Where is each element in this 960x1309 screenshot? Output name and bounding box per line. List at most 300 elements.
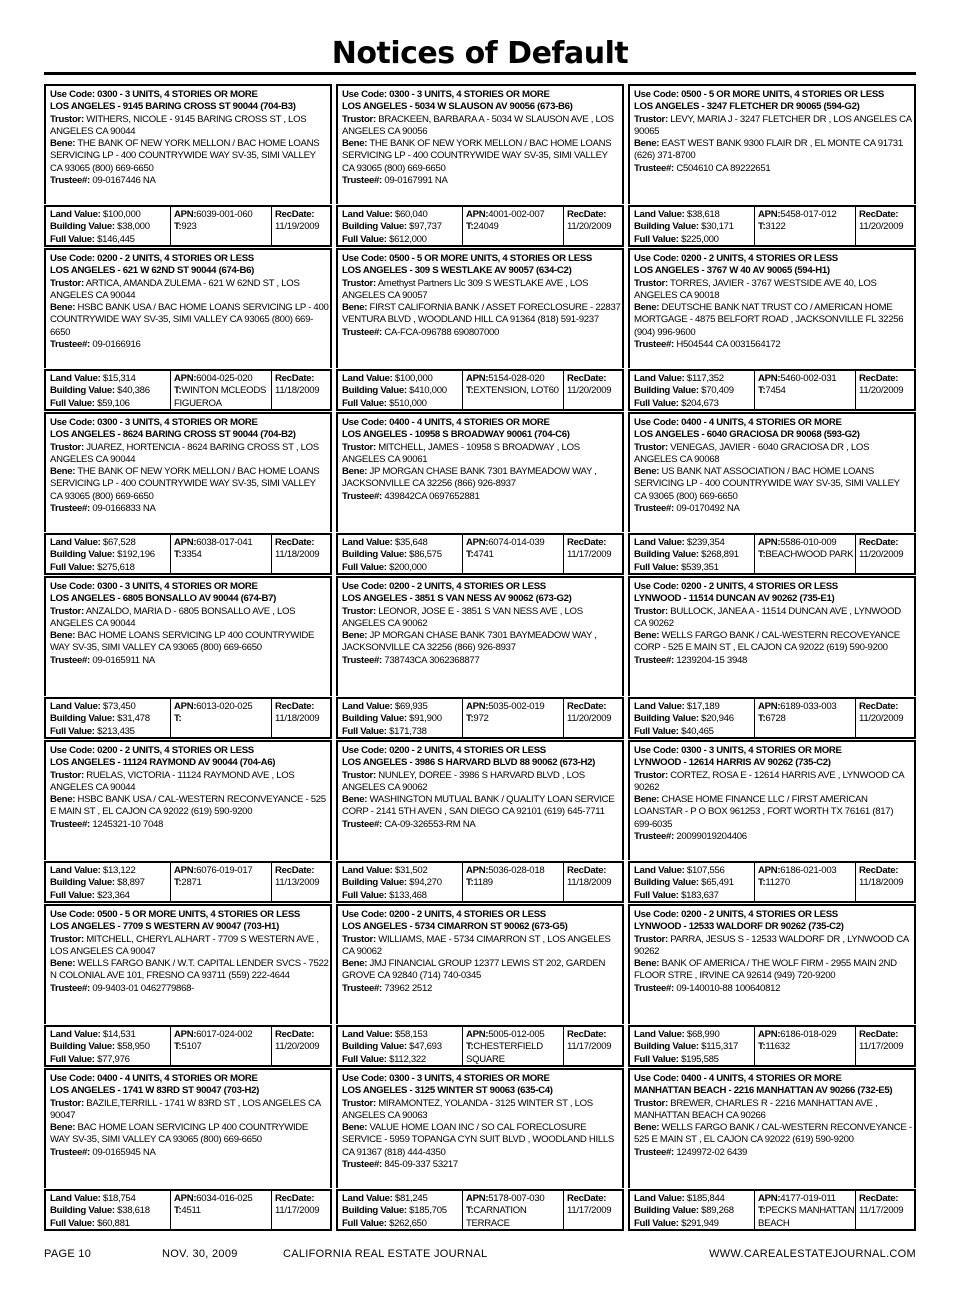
tract-value: CARNATION TERRACE <box>466 1205 527 1229</box>
apn-value: 6074-014-039 <box>488 537 545 548</box>
bene-label: Bene: <box>634 302 660 314</box>
full-value-label: Full Value: <box>50 1053 95 1065</box>
value-table <box>336 533 624 575</box>
building-value: $410,000 <box>409 385 447 397</box>
apn-value: 5154-028-020 <box>488 373 545 384</box>
tract-label: T: <box>758 549 766 561</box>
property-location: LOS ANGELES - 3767 W 40 AV 90065 (594-H1) <box>634 265 830 277</box>
value-cell <box>46 1191 171 1229</box>
notice-body <box>342 1073 621 1171</box>
apn-label: APN: <box>174 209 197 220</box>
trustee-label: Trustee#: <box>634 339 674 351</box>
property-location: LOS ANGELES - 5734 CIMARRON ST 90062 (673-G5) <box>342 921 568 933</box>
value-table <box>336 205 624 247</box>
recdate-value: 11/17/2009 <box>567 549 612 561</box>
trustor-line <box>50 934 329 959</box>
bene-label: Bene: <box>342 466 368 478</box>
building-value-label: Building Value: <box>634 1041 699 1053</box>
trustee-line <box>342 819 621 831</box>
tract-label: T: <box>466 877 474 889</box>
trustor-value: ARTICA, AMANDA ZULEMA - 621 W 62ND ST , LOS ANGELES CA 90044 <box>50 277 300 301</box>
full-value: $213,435 <box>97 725 135 737</box>
value-cell <box>630 371 755 409</box>
apn-label: APN: <box>174 1029 197 1040</box>
recdate-label: RecDate: <box>859 865 899 876</box>
recdate-label: RecDate: <box>859 209 899 220</box>
notice-card <box>628 412 916 576</box>
property-location: LOS ANGELES - 6805 BONSALLO AV 90044 (674-B7) <box>50 593 277 605</box>
full-value-label: Full Value: <box>50 561 95 573</box>
full-value: $133,468 <box>389 889 427 901</box>
trustee-line <box>634 163 913 175</box>
land-value: $58,153 <box>394 1029 428 1040</box>
bene-line <box>50 138 329 175</box>
tract-value: 11270 <box>765 877 790 889</box>
building-value: $192,196 <box>117 549 155 561</box>
apn-cell <box>171 535 272 573</box>
full-value: $183,637 <box>681 889 719 901</box>
tract-value: EXTENSION, LOT60 <box>473 385 559 397</box>
notice-body <box>634 909 913 995</box>
bene-label: Bene: <box>634 138 660 150</box>
value-table <box>44 697 332 739</box>
building-value-label: Building Value: <box>50 1041 115 1053</box>
trustor-value: LEONOR, JOSE E - 3851 S VAN NESS AVE , LOS ANGELES CA 90062 <box>342 605 583 629</box>
recdate-label: RecDate: <box>567 865 607 876</box>
land-value: $100,000 <box>102 209 141 220</box>
building-value-label: Building Value: <box>342 385 407 397</box>
trustor-line <box>342 442 621 467</box>
property-location: LYNWOOD - 12614 HARRIS AV 90262 (735-C2) <box>634 757 831 769</box>
land-value-label: Land Value: <box>50 701 101 712</box>
trustee-label: Trustee#: <box>634 982 674 994</box>
value-table <box>336 861 624 903</box>
bene-line <box>342 794 621 819</box>
trustee-line <box>634 655 913 667</box>
land-value-label: Land Value: <box>50 865 101 876</box>
building-value-label: Building Value: <box>634 713 699 725</box>
trustee-label: Trustee#: <box>634 162 674 174</box>
building-value-label: Building Value: <box>342 877 407 889</box>
notice-card <box>336 412 624 576</box>
value-cell <box>630 1027 755 1065</box>
notice-body <box>342 581 621 667</box>
trustor-label: Trustor: <box>342 441 376 453</box>
trustee-value: CA-FCA-096788 690807000 <box>384 326 500 338</box>
notice-body <box>50 253 329 351</box>
apn-cell <box>463 863 564 901</box>
apn-value: 6076-019-017 <box>196 865 253 876</box>
bene-line <box>634 466 913 503</box>
building-value: $30,171 <box>701 221 734 233</box>
trustor-label: Trustor: <box>342 277 376 289</box>
trustee-label: Trustee#: <box>342 1159 382 1171</box>
apn-cell <box>463 535 564 573</box>
trustor-line <box>634 1098 913 1123</box>
trustor-label: Trustor: <box>634 933 668 945</box>
land-value: $13,122 <box>102 865 136 876</box>
land-value-label: Land Value: <box>342 701 393 712</box>
trustor-label: Trustor: <box>342 113 376 125</box>
trustor-value: PARRA, JESUS S - 12533 WALDORF DR , LYNWOOD CA 90262 <box>634 933 909 957</box>
notice-card <box>628 740 916 904</box>
trustee-label: Trustee#: <box>634 831 674 843</box>
trustee-line <box>634 1147 913 1159</box>
building-value: $115,317 <box>701 1041 739 1053</box>
apn-label: APN: <box>174 865 197 876</box>
building-value: $38,000 <box>117 221 150 233</box>
notice-card <box>44 412 332 576</box>
apn-label: APN: <box>466 701 489 712</box>
notice-body <box>50 581 329 667</box>
property-location: LOS ANGELES - 309 S WESTLAKE AV 90057 (634-C2) <box>342 265 572 277</box>
tract-label: T: <box>758 221 766 233</box>
bene-value: WASHINGTON MUTUAL BANK / QUALITY LOAN SERVICE CORP - 2141 5TH AVEN , SAN DIEGO CA 92101 (619) 645-7711 <box>342 794 615 818</box>
trustor-label: Trustor: <box>50 441 84 453</box>
full-value-label: Full Value: <box>50 889 95 901</box>
notice-card <box>336 84 624 248</box>
land-value: $185,844 <box>686 1193 725 1204</box>
recdate-value: 11/20/2009 <box>859 221 904 233</box>
value-cell <box>338 1191 463 1229</box>
building-value: $38,618 <box>117 1205 150 1217</box>
trustee-value: 09-0166833 NA <box>92 503 156 515</box>
trustor-value: BREWER, CHARLES R - 2216 MANHATTAN AVE , MANHATTAN BEACH CA 90266 <box>634 1097 878 1121</box>
value-table <box>44 1025 332 1067</box>
property-location: LOS ANGELES - 3247 FLETCHER DR 90065 (594-G2) <box>634 101 860 113</box>
building-value-label: Building Value: <box>634 1205 699 1217</box>
trustee-value: 1245321-10 7048 <box>92 818 164 830</box>
recdate-cell <box>564 371 622 409</box>
trustee-line <box>342 327 621 339</box>
trustor-line <box>634 442 913 467</box>
property-location: LOS ANGELES - 8624 BARING CROSS ST 90044 (704-B2) <box>50 429 296 441</box>
bene-label: Bene: <box>342 794 368 806</box>
bene-line <box>50 1122 329 1147</box>
property-location: MANHATTAN BEACH - 2216 MANHATTAN AV 90266 (732-E5) <box>634 1085 893 1097</box>
notice-column <box>336 84 624 1232</box>
trustee-label: Trustee#: <box>634 503 674 515</box>
value-table <box>628 369 916 411</box>
trustor-label: Trustor: <box>50 113 84 125</box>
building-value: $89,268 <box>701 1205 734 1217</box>
tract-label: T: <box>758 713 766 725</box>
trustor-label: Trustor: <box>634 113 668 125</box>
apn-value: 6189-033-003 <box>780 701 837 712</box>
value-table <box>628 861 916 903</box>
land-value: $67,528 <box>102 537 136 548</box>
apn-value: 4001-002-007 <box>488 209 545 220</box>
bene-value: DEUTSCHE BANK NAT TRUST CO / AMERICAN HOME MORTGAGE - 4875 BELFORT ROAD , JACKSONVILLE FL 32256 (904) 996-9600 <box>634 302 904 338</box>
bene-label: Bene: <box>50 466 76 478</box>
value-cell <box>630 207 755 245</box>
land-value: $69,935 <box>394 701 428 712</box>
recdate-label: RecDate: <box>275 1029 315 1040</box>
full-value-label: Full Value: <box>634 233 679 245</box>
value-cell <box>338 863 463 901</box>
apn-value: 5460-002-031 <box>780 373 837 384</box>
tract-value: WINTON MCLEODS FIGUEROA <box>174 385 267 409</box>
use-code: Use Code: 0200 - 2 UNITS, 4 STORIES OR LESS <box>50 745 254 756</box>
trustor-line <box>50 114 329 139</box>
notice-card <box>336 904 624 1068</box>
notice-body <box>342 909 621 995</box>
value-cell <box>338 1027 463 1065</box>
recdate-value: 11/13/2009 <box>275 877 320 889</box>
tract-value: 5107 <box>181 1041 202 1053</box>
bene-label: Bene: <box>50 1122 76 1134</box>
land-value-label: Land Value: <box>342 1193 393 1204</box>
recdate-label: RecDate: <box>567 1193 607 1204</box>
recdate-cell <box>856 535 914 573</box>
bene-line <box>50 630 329 655</box>
use-code: Use Code: 0400 - 4 UNITS, 4 STORIES OR MORE <box>634 417 842 428</box>
land-value-label: Land Value: <box>342 209 393 220</box>
notice-body <box>634 581 913 667</box>
building-value: $40,386 <box>117 385 150 397</box>
land-value: $68,990 <box>686 1029 720 1040</box>
recdate-value: 11/18/2009 <box>859 877 904 889</box>
building-value-label: Building Value: <box>342 1041 407 1053</box>
trustor-line <box>342 1098 621 1123</box>
full-value: $40,465 <box>681 725 714 737</box>
bene-line <box>342 302 621 327</box>
notice-body <box>50 745 329 831</box>
building-value: $58,950 <box>117 1041 150 1053</box>
value-cell <box>338 371 463 409</box>
apn-label: APN: <box>466 865 489 876</box>
trustee-label: Trustee#: <box>342 654 382 666</box>
apn-label: APN: <box>466 537 489 548</box>
recdate-value: 11/17/2009 <box>859 1205 904 1217</box>
notice-card <box>44 248 332 412</box>
notice-body <box>634 745 913 843</box>
land-value-label: Land Value: <box>634 701 685 712</box>
trustor-label: Trustor: <box>342 933 376 945</box>
bene-value: HSBC BANK USA / BAC HOME LOANS SERVICING LP - 400 COUNTRYWIDE WAY SV-35, SIMI VALLEY CA 93065 (800) 669-6650 <box>50 302 329 338</box>
property-location: LOS ANGELES - 3851 S VAN NESS AV 90062 (673-G2) <box>342 593 572 605</box>
full-value-label: Full Value: <box>50 1217 95 1229</box>
full-value-label: Full Value: <box>342 397 387 409</box>
recdate-cell <box>564 1191 622 1229</box>
apn-label: APN: <box>758 209 781 220</box>
land-value-label: Land Value: <box>634 537 685 548</box>
trustor-label: Trustor: <box>50 933 84 945</box>
apn-label: APN: <box>466 1029 489 1040</box>
trustor-value: NUNLEY, DOREE - 3986 S HARVARD BLVD , LOS ANGELES CA 90062 <box>342 769 585 793</box>
bene-value: WELLS FARGO BANK / CAL-WESTERN RECOVEYANCE CORP - 525 E MAIN ST , EL CAJON CA 92022 (619) 590-9200 <box>634 630 900 654</box>
bene-value: FIRST CALIFORNIA BANK / ASSET FORECLOSURE - 22837 VENTURA BLVD , WOODLAND HILL CA 91364 (818) 591-9237 <box>342 302 621 326</box>
value-table <box>44 369 332 411</box>
notice-card <box>44 576 332 740</box>
trustee-line <box>634 339 913 351</box>
bene-line <box>342 1122 621 1159</box>
trustee-label: Trustee#: <box>50 1146 90 1158</box>
tract-value: 2871 <box>181 877 202 889</box>
tract-label: T: <box>758 1205 766 1217</box>
trustor-value: MITCHELL, JAMES - 10958 S BROADWAY , LOS ANGELES CA 90061 <box>342 441 580 465</box>
trustor-value: TORRES, JAVIER - 3767 WESTSIDE AVE 40, LOS ANGELES CA 90018 <box>634 277 877 301</box>
apn-value: 6017-024-002 <box>196 1029 253 1040</box>
notice-body <box>342 89 621 187</box>
building-value: $8,897 <box>117 877 145 889</box>
full-value: $275,618 <box>97 561 135 573</box>
land-value: $81,245 <box>394 1193 428 1204</box>
recdate-value: 11/18/2009 <box>567 877 612 889</box>
trustee-line <box>342 983 621 995</box>
apn-cell <box>755 1027 856 1065</box>
recdate-value: 11/20/2009 <box>567 713 612 725</box>
building-value-label: Building Value: <box>342 1205 407 1217</box>
use-code: Use Code: 0200 - 2 UNITS, 4 STORIES OR LESS <box>342 745 546 756</box>
bene-label: Bene: <box>634 794 660 806</box>
tract-value: 3354 <box>181 549 202 561</box>
full-value: $195,585 <box>681 1053 719 1065</box>
trustor-line <box>342 934 621 959</box>
bene-value: JP MORGAN CHASE BANK 7301 BAYMEADOW WAY , JACKSONVILLE CA 32256 (866) 926-8937 <box>342 630 597 654</box>
apn-label: APN: <box>758 1193 781 1204</box>
apn-label: APN: <box>174 373 197 384</box>
trustee-value: 09-140010-88 100640812 <box>676 982 781 994</box>
notice-body <box>50 89 329 187</box>
notice-card <box>628 576 916 740</box>
notice-body <box>634 1073 913 1159</box>
tract-label: T: <box>174 877 182 889</box>
value-table <box>628 1189 916 1231</box>
title-rule <box>44 72 916 75</box>
publication-name: CALIFORNIA REAL ESTATE JOURNAL <box>283 1248 488 1260</box>
trustor-label: Trustor: <box>50 1097 84 1109</box>
trustee-line <box>50 655 329 667</box>
apn-value: 6034-016-025 <box>196 1193 253 1204</box>
value-cell <box>338 535 463 573</box>
recdate-cell <box>272 207 330 245</box>
page-number: PAGE 10 <box>44 1248 92 1260</box>
apn-value: 5036-028-018 <box>488 865 545 876</box>
apn-cell <box>463 699 564 737</box>
use-code: Use Code: 0500 - 5 OR MORE UNITS, 4 STORIES OR LESS <box>50 909 301 920</box>
notice-card <box>336 740 624 904</box>
trustor-value: BRACKEEN, BARBARA A - 5034 W SLAUSON AVE , LOS ANGELES CA 90056 <box>342 113 614 137</box>
tract-label: T: <box>758 877 766 889</box>
recdate-value: 11/19/2009 <box>275 221 320 233</box>
recdate-cell <box>856 699 914 737</box>
use-code: Use Code: 0200 - 2 UNITS, 4 STORIES OR LESS <box>50 253 254 264</box>
trustee-label: Trustee#: <box>50 982 90 994</box>
tract-value: CHESTERFIELD SQUARE <box>466 1041 543 1065</box>
apn-cell <box>171 371 272 409</box>
tract-label: T: <box>466 713 474 725</box>
apn-cell <box>463 1027 564 1065</box>
apn-label: APN: <box>758 1029 781 1040</box>
notice-card <box>44 740 332 904</box>
tract-label: T: <box>466 221 474 233</box>
trustor-line <box>634 606 913 631</box>
recdate-value: 11/17/2009 <box>567 1205 612 1217</box>
tract-label: T: <box>174 713 182 725</box>
value-table <box>336 697 624 739</box>
recdate-label: RecDate: <box>859 701 899 712</box>
bene-value: VALUE HOME LOAN INC / SO CAL FORECLOSURE SERVICE - 5959 TOPANGA CYN SUIT BLVD , WOODLAND HILLS CA 91367 (818) 444-4350 <box>342 1122 615 1158</box>
notice-body <box>634 417 913 515</box>
bene-line <box>342 958 621 983</box>
trustee-value: 20099019204406 <box>676 831 747 843</box>
value-cell <box>46 1027 171 1065</box>
value-cell <box>46 699 171 737</box>
value-table <box>336 1189 624 1231</box>
recdate-cell <box>856 1191 914 1229</box>
building-value-label: Building Value: <box>634 549 699 561</box>
apn-cell <box>463 1191 564 1229</box>
recdate-label: RecDate: <box>567 537 607 548</box>
recdate-value: 11/18/2009 <box>275 713 320 725</box>
recdate-value: 11/20/2009 <box>859 713 904 725</box>
trustor-line <box>342 770 621 795</box>
bene-value: CHASE HOME FINANCE LLC / FIRST AMERICAN LOANSTAR - P O BOX 961253 , FORT WORTH TX 76161 (817) 699-6035 <box>634 794 894 830</box>
trustor-label: Trustor: <box>342 605 376 617</box>
apn-value: 5586-010-009 <box>780 537 837 548</box>
apn-cell <box>463 371 564 409</box>
apn-cell <box>463 207 564 245</box>
tract-value: 24049 <box>473 221 499 233</box>
tract-label: T: <box>758 1041 766 1053</box>
trustee-value: 73962 2512 <box>384 982 433 994</box>
trustee-label: Trustee#: <box>342 818 382 830</box>
land-value: $60,040 <box>394 209 428 220</box>
trustor-label: Trustor: <box>50 769 84 781</box>
trustee-line <box>50 983 329 995</box>
trustor-line <box>634 278 913 303</box>
apn-cell <box>171 207 272 245</box>
building-value: $31,478 <box>117 713 150 725</box>
recdate-cell <box>272 699 330 737</box>
full-value-label: Full Value: <box>342 1217 387 1229</box>
building-value: $91,900 <box>409 713 442 725</box>
bene-value: HSBC BANK USA / CAL-WESTERN RECONVEYANCE - 525 E MAIN ST , EL CAJON CA 92022 (619) 590-9200 <box>50 794 326 818</box>
apn-value: 6186-018-029 <box>780 1029 837 1040</box>
recdate-label: RecDate: <box>859 537 899 548</box>
bene-value: THE BANK OF NEW YORK MELLON / BAC HOME LOANS SERVICING LP - 400 COUNTRYWIDE WAY SV-35, SIMI VALLEY CA 93065 (800) 669-6650 <box>342 138 612 174</box>
value-cell <box>630 535 755 573</box>
full-value-label: Full Value: <box>342 233 387 245</box>
trustor-line <box>342 114 621 139</box>
bene-value: JMJ FINANCIAL GROUP 12377 LEWIS ST 202, GARDEN GROVE CA 92840 (714) 740-0345 <box>342 958 606 982</box>
bene-label: Bene: <box>342 630 368 642</box>
recdate-cell <box>856 207 914 245</box>
tract-label: T: <box>466 1205 474 1217</box>
trustor-label: Trustor: <box>50 605 84 617</box>
trustee-line <box>342 1159 621 1171</box>
value-cell <box>46 535 171 573</box>
apn-value: 5458-017-012 <box>780 209 837 220</box>
bene-label: Bene: <box>342 958 368 970</box>
notice-body <box>634 253 913 351</box>
apn-cell <box>171 1027 272 1065</box>
trustee-value: H504544 CA 0031564172 <box>676 339 781 351</box>
trustee-value: 09-0166916 <box>92 339 141 351</box>
trustee-label: Trustee#: <box>342 490 382 502</box>
bene-label: Bene: <box>634 958 660 970</box>
full-value-label: Full Value: <box>634 1217 679 1229</box>
tract-value: 7454 <box>765 385 786 397</box>
apn-value: 5178-007-030 <box>488 1193 545 1204</box>
bene-line <box>634 1122 913 1147</box>
website-url: WWW.CAREALESTATEJOURNAL.COM <box>709 1248 916 1260</box>
trustee-value: 09-0167446 NA <box>92 175 156 187</box>
land-value: $14,531 <box>102 1029 136 1040</box>
recdate-label: RecDate: <box>275 1193 315 1204</box>
apn-cell <box>755 1191 856 1229</box>
